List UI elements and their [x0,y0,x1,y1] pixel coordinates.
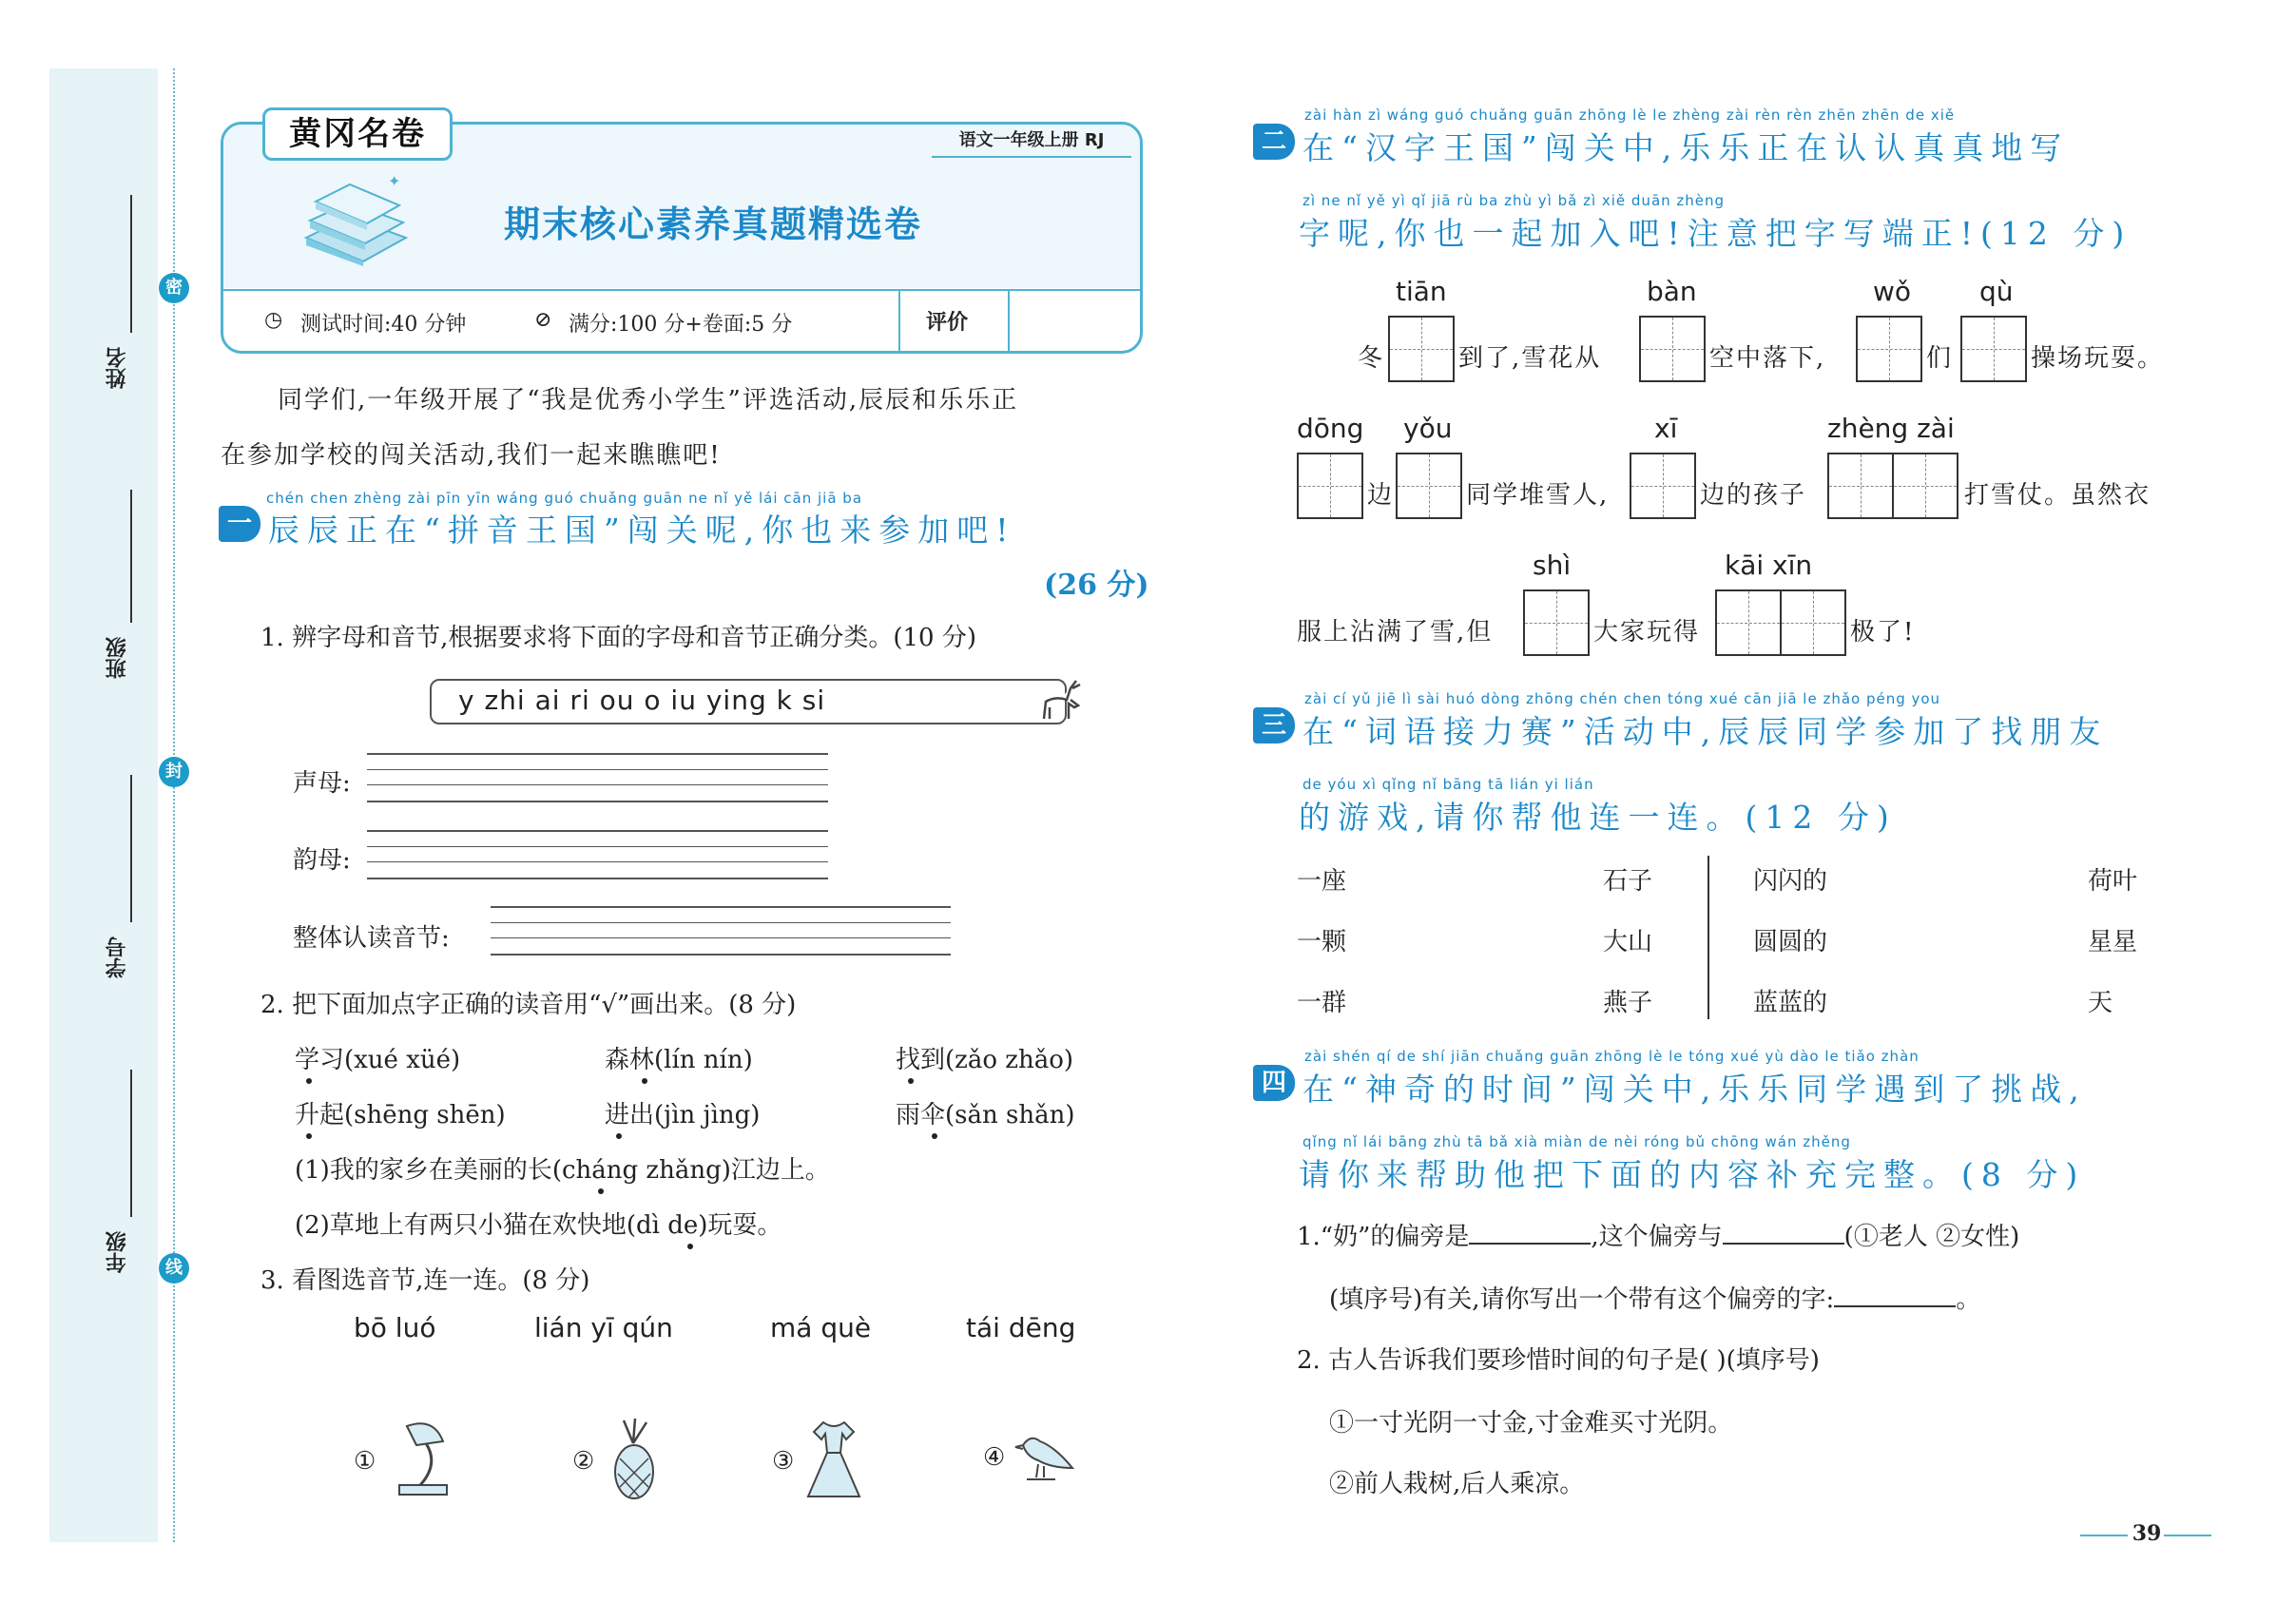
s3-title-1: 在“词语接力赛”活动中,辰辰同学参加了找朋友 [1302,713,2109,750]
deer-icon [1036,675,1086,728]
q2-item-5: 进出(jìn jìng) [605,1101,761,1130]
eval-label: 评价 [926,311,969,335]
s2-l2d: 打雪仗。虽然衣 [1964,481,2151,510]
s4-opt-1: ①一寸光阴一寸金,寸金难买寸光阴。 [1329,1409,1733,1438]
py-kaixin: kāi xīn [1725,550,1813,581]
s4-q1-line2 [1329,1280,1980,1315]
q2-sentence-1: (1)我的家乡在美丽的长(cháng zhǎng)江边上。 [295,1156,830,1185]
s3-mid-3[interactable]: 燕子 [1603,989,1653,1017]
eval-separator [898,291,900,352]
s1-badge: 一 [219,506,260,542]
q3-num-3: ③ [772,1447,795,1476]
test-time: 测试时间:40 分钟 [300,313,467,337]
page-number-line-left [2080,1535,2128,1536]
s3-mid-1[interactable]: 石子 [1603,867,1653,896]
s3-ra-2[interactable]: 圆圆的 [1753,928,1828,956]
tianzige-box[interactable] [1297,453,1363,519]
q3-num-4: ④ [983,1443,1006,1472]
exam-title: 期末核心素养真题精选卷 [503,203,922,245]
seal-mi: 密 [159,273,189,303]
s4-q1d: (填序号)有关,请你写出一个带有这个偏旁的字: [1329,1285,1835,1314]
py-xi: xī [1654,413,1678,444]
pineapple-icon[interactable] [605,1417,664,1502]
dress-icon[interactable] [802,1417,865,1502]
s2-pinyin-1: zài hàn zì wáng guó chuǎng guān zhōng lè le zhèng zài rèn rèn zhēn zhēn de xiě [1304,106,1956,124]
tianzige-box[interactable] [1639,316,1706,382]
character-blank[interactable] [1834,1305,1956,1307]
s2-l1b: 到了,雪花从 [1458,344,1602,373]
tianzige-box[interactable] [1780,589,1846,656]
s2-l3a: 服上沾满了雪,但 [1297,618,1494,647]
s3-title-2: 的游戏,请你帮他连一连。(12 分) [1299,799,1897,836]
q3-num-2: ② [572,1447,595,1476]
label-class: 班级 [106,637,129,679]
s3-ra-1[interactable]: 闪闪的 [1753,867,1828,896]
radical-blank[interactable] [1469,1243,1591,1245]
tianzige-box[interactable] [1630,453,1696,519]
s2-l1c: 空中落下, [1709,344,1826,373]
emphasis-dot [642,1078,647,1084]
brand-logo: 黄冈名卷 [262,107,453,161]
py-zhengzai: zhèng zài [1827,413,1955,444]
eval-separator-2 [1008,291,1010,352]
tianzige-box[interactable] [1396,453,1462,519]
s1-pinyin: chén chen zhèng zài pīn yīn wáng guó chuǎng guān ne nǐ yě lái cān jiā ba [266,490,863,507]
s2-l3b: 大家玩得 [1593,618,1701,647]
label-name: 姓名 [106,347,129,389]
q2-item-4: 升起(shēng shēn) [295,1101,506,1130]
s2-badge: 二 [1253,124,1295,160]
q3-opt-4[interactable]: tái dēng [966,1312,1076,1343]
q2-item-6: 雨伞(sǎn shǎn) [896,1101,1075,1130]
label-id: 学号 [106,937,129,978]
q2-item-1: 学习(xué xüé) [295,1046,461,1074]
s3-mid-2[interactable]: 大山 [1603,928,1653,956]
full-score: 满分:100 分+卷面:5 分 [569,313,793,337]
tianzige-box[interactable] [1960,316,2027,382]
s4-q1a: 1.“奶”的偏旁是 [1297,1223,1470,1251]
emphasis-dot [932,1133,937,1139]
s4-q1b: ,这个偏旁与 [1591,1223,1723,1251]
q3-text: 3. 看图选音节,连一连。(8 分) [260,1266,590,1295]
q2-item-2: 森林(lín nín) [605,1046,753,1074]
binding-strip [49,68,158,1542]
check-icon: ⊘ [534,308,552,332]
s4-title-1: 在“神奇的时间”闯关中,乐乐同学遇到了挑战, [1302,1071,2087,1108]
intro-line-2: 在参加学校的闯关活动,我们一起来瞧瞧吧! [221,441,722,470]
s1-score: (26 分) [1044,569,1149,602]
q1-items: y zhi ai ri ou o iu ying k si [458,685,826,716]
s2-l2b: 同学堆雪人, [1466,481,1610,510]
line-class [130,490,132,623]
s2-l2a: 边 [1367,481,1393,510]
yunmu-writing-lines[interactable] [367,830,828,879]
q1-text: 1. 辨字母和音节,根据要求将下面的字母和音节正确分类。(10 分) [260,624,976,652]
s2-l2c: 边的孩子 [1700,481,1807,510]
emphasis-dot [306,1133,312,1139]
q3-num-1: ① [354,1447,376,1476]
q1-zhengti-label: 整体认读音节: [293,924,450,953]
s4-title-2: 请你来帮助他把下面的内容补充完整。(8 分) [1299,1156,2086,1193]
line-name [130,195,132,333]
tianzige-box[interactable] [1856,316,1922,382]
py-shi: shì [1533,550,1572,581]
q2-text: 2. 把下面加点字正确的读音用“√”画出来。(8 分) [260,991,797,1019]
s2-title-1: 在“汉字王国”闯关中,乐乐正在认认真真地写 [1302,129,2070,166]
tianzige-box[interactable] [1892,453,1958,519]
seal-feng: 封 [159,757,189,787]
seal-xian: 线 [159,1253,189,1284]
tianzige-box[interactable] [1715,589,1782,656]
s2-l1e: 操场玩耍。 [2031,344,2165,373]
py-qu: qù [1979,276,2014,307]
q2-item-3: 找到(zǎo zhǎo) [896,1046,1074,1074]
zhengti-writing-lines[interactable] [491,906,951,956]
emphasis-dot [306,1078,312,1084]
s3-rb-3[interactable]: 天 [2088,989,2113,1017]
shengmu-writing-lines[interactable] [367,753,828,802]
emphasis-dot [908,1078,914,1084]
s2-title-2: 字呢,你也一起加入吧!注意把字写端正!(12 分) [1299,215,2132,252]
q3-opt-3[interactable]: má què [770,1312,872,1343]
s3-divider [1708,856,1709,1019]
s1-title: 辰辰正在“拼音王国”闯关呢,你也来参加吧! [268,512,1016,549]
line-grade [130,1070,132,1217]
py-dong: dōng [1297,413,1364,444]
tianzige-box[interactable] [1827,453,1894,519]
books-icon [297,171,411,266]
s4-pinyin-1: zài shén qí de shí jiān chuǎng guān zhōng lè le tóng xué yù dào le tiǎo zhàn [1304,1048,1920,1065]
q1-yunmu-label: 韵母: [293,846,351,875]
s4-q1e: 。 [1956,1285,1981,1314]
s4-q1c: (①老人 ②女性) [1843,1223,2020,1251]
label-grade: 年级 [106,1231,129,1273]
s4-q2: 2. 古人告诉我们要珍惜时间的句子是( )(填序号) [1297,1346,1820,1375]
s3-rb-2[interactable]: 星星 [2088,928,2138,956]
s4-q1-line1 [1297,1217,2019,1252]
s3-ra-3[interactable]: 蓝蓝的 [1753,989,1828,1017]
q3-opt-1[interactable]: bō luó [354,1312,436,1343]
emphasis-dot [616,1133,622,1139]
s3-left-3[interactable]: 一群 [1297,989,1347,1017]
q1-shengmu-label: 声母: [293,769,351,798]
s3-left-2[interactable]: 一颗 [1297,928,1347,956]
py-tian: tiān [1396,276,1447,307]
emphasis-dot [687,1244,693,1249]
q3-opt-2[interactable]: lián yī qún [534,1312,673,1343]
s2-l1a: 冬 [1358,344,1383,373]
line-id [130,775,132,922]
s3-pinyin-1: zài cí yǔ jiē lì sài huó dòng zhōng chén chen tóng xué cān jiā le zhǎo péng you [1304,690,1941,707]
tianzige-box[interactable] [1388,316,1455,382]
grade-tag: 语文一年级上册 RJ [932,124,1131,158]
q2-sentence-2: (2)草地上有两只小猫在欢快地(dì de)玩耍。 [295,1211,782,1240]
page-number-line-right [2164,1535,2211,1536]
s3-badge: 三 [1253,707,1295,743]
page-number: 39 [2132,1521,2162,1546]
s2-l1d: 们 [1926,344,1952,373]
desk-lamp-icon[interactable] [388,1417,454,1502]
s4-badge: 四 [1253,1065,1295,1101]
meaning-blank[interactable] [1723,1243,1844,1245]
s3-pinyin-2: de yóu xì qǐng nǐ bāng tā lián yi lián [1302,776,1594,793]
s4-opt-2: ②前人栽树,后人乘凉。 [1329,1470,1585,1498]
tianzige-box[interactable] [1523,589,1590,656]
s3-left-1[interactable]: 一座 [1297,867,1347,896]
s2-l3c: 极了! [1850,618,1916,647]
s4-pinyin-2: qǐng nǐ lái bāng zhù tā bǎ xià miàn de nèi róng bǔ chōng wán zhěng [1302,1133,1851,1150]
emphasis-dot [598,1188,604,1194]
time-icon: ◷ [264,308,283,332]
s2-pinyin-2: zì ne nǐ yě yì qǐ jiā rù ba zhù yì bǎ zì xiě duān zhèng [1302,192,1726,209]
svg-text:✦: ✦ [388,172,401,190]
s3-rb-1[interactable]: 荷叶 [2088,867,2138,896]
py-wo: wǒ [1873,276,1912,307]
py-ban: bàn [1647,276,1697,307]
py-you: yǒu [1403,413,1453,444]
sparrow-icon[interactable] [1013,1426,1086,1487]
intro-line-1: 同学们,一年级开展了“我是优秀小学生”评选活动,辰辰和乐乐正 [278,386,1019,415]
